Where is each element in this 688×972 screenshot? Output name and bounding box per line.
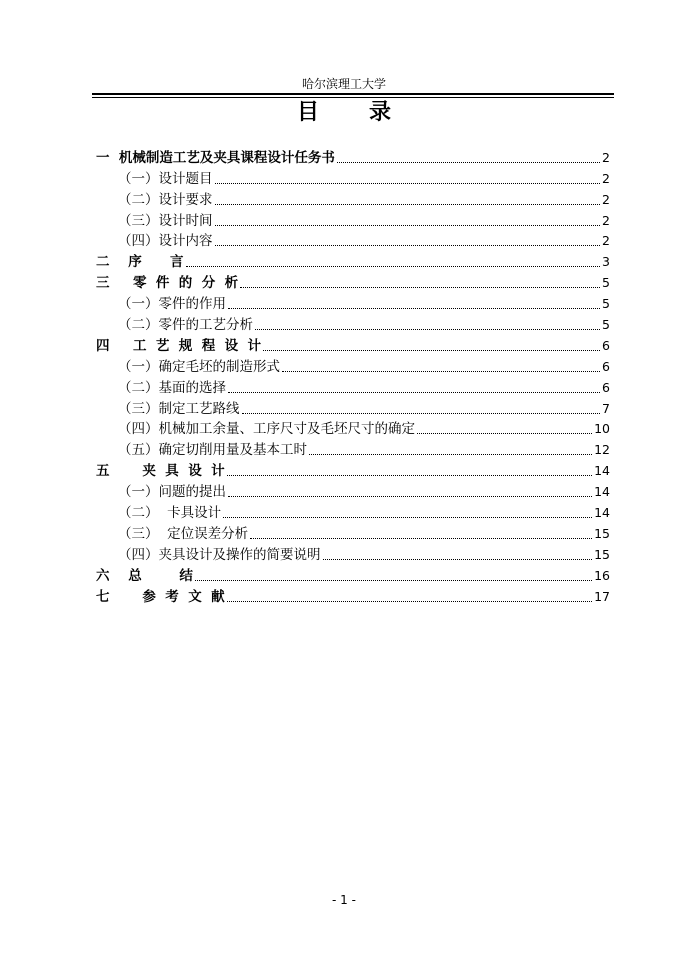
toc-dot-leader xyxy=(228,392,600,393)
page-header: 哈尔滨理工大学 xyxy=(301,77,386,91)
toc-subentry[interactable] xyxy=(96,312,610,333)
toc-page-number: 2 xyxy=(602,191,610,207)
toc-page-number: 15 xyxy=(594,525,610,541)
toc-entry-label: 四 工 艺 规 程 设 计 xyxy=(96,337,261,354)
toc-page-number: 5 xyxy=(602,296,610,312)
toc-entry[interactable] xyxy=(96,270,610,291)
toc-entry[interactable] xyxy=(96,458,610,479)
toc-dot-leader xyxy=(323,559,593,560)
toc-page-number: 6 xyxy=(602,358,610,374)
toc-dot-leader xyxy=(263,350,600,351)
toc-entry-label: （二）零件的工艺分析 xyxy=(118,317,253,334)
toc-entry[interactable] xyxy=(96,563,610,584)
toc-subentry[interactable] xyxy=(96,396,610,417)
toc-subentry[interactable] xyxy=(96,291,610,312)
toc-subentry[interactable] xyxy=(96,229,610,250)
toc-entry-label: 七 参 考 文 献 xyxy=(96,588,225,605)
toc-page-number: 17 xyxy=(594,588,610,604)
toc-entry-label: （三）设计时间 xyxy=(118,212,213,229)
toc-page-number: 2 xyxy=(602,233,610,249)
toc-dot-leader xyxy=(215,183,601,184)
toc-entry-label: （一）设计题目 xyxy=(118,170,213,187)
page-title xyxy=(0,98,688,128)
toc-entry-label: 二 序 言 xyxy=(96,254,184,271)
toc-dot-leader xyxy=(282,371,600,372)
toc-subentry[interactable] xyxy=(96,542,610,563)
toc-entry-label: （三） 定位误差分析 xyxy=(118,525,249,542)
toc-subentry[interactable] xyxy=(96,479,610,500)
toc-dot-leader xyxy=(195,580,592,581)
toc-entry-label: （四）机械加工余量、工序尺寸及毛坯尺寸的确定 xyxy=(118,421,415,438)
toc-dot-leader xyxy=(215,204,601,205)
toc-page-number: 2 xyxy=(602,212,610,228)
toc-entry[interactable] xyxy=(96,584,610,605)
toc-page-number: 2 xyxy=(602,149,610,165)
toc-page-number: 5 xyxy=(602,275,610,291)
toc-subentry[interactable] xyxy=(96,375,610,396)
toc-dot-leader xyxy=(227,601,592,602)
toc-dot-leader xyxy=(240,287,600,288)
toc-page-number: 14 xyxy=(594,484,610,500)
toc-entry-label: （一）零件的作用 xyxy=(118,296,226,313)
title-char-1: 目 xyxy=(296,100,319,125)
header-rule-thick xyxy=(92,93,614,95)
toc-page-number: 5 xyxy=(602,317,610,333)
toc-dot-leader xyxy=(228,496,592,497)
toc-dot-leader xyxy=(227,475,592,476)
toc-dot-leader xyxy=(242,413,601,414)
toc-entry[interactable] xyxy=(96,145,610,166)
toc-dot-leader xyxy=(417,433,592,434)
table-of-contents xyxy=(96,145,610,605)
toc-page-number: 12 xyxy=(594,442,610,458)
toc-entry-label: （二）设计要求 xyxy=(118,191,213,208)
toc-subentry[interactable] xyxy=(96,354,610,375)
toc-dot-leader xyxy=(337,162,600,163)
toc-entry-label: 三 零 件 的 分 析 xyxy=(96,275,239,292)
toc-entry-label: （一）确定毛坯的制造形式 xyxy=(118,358,280,375)
toc-dot-leader xyxy=(223,517,592,518)
toc-entry-label: （二） 卡具设计 xyxy=(118,505,222,522)
toc-dot-leader xyxy=(186,266,601,267)
toc-page-number: 10 xyxy=(594,421,610,437)
toc-subentry[interactable] xyxy=(96,521,610,542)
title-char-2: 录 xyxy=(369,100,392,125)
toc-entry-label: 一 机械制造工艺及夹具课程设计任务书 xyxy=(96,149,335,166)
toc-dot-leader xyxy=(250,538,592,539)
toc-entry-label: （四）夹具设计及操作的简要说明 xyxy=(118,546,321,563)
toc-entry-label: （五）确定切削用量及基本工时 xyxy=(118,442,307,459)
toc-entry-label: （四）设计内容 xyxy=(118,233,213,250)
toc-entry[interactable] xyxy=(96,249,610,270)
toc-subentry[interactable] xyxy=(96,187,610,208)
toc-page-number: 14 xyxy=(594,505,610,521)
toc-page-number: 15 xyxy=(594,546,610,562)
toc-subentry[interactable] xyxy=(96,208,610,229)
toc-entry-label: 五 夹 具 设 计 xyxy=(96,463,225,480)
toc-page-number: 6 xyxy=(602,337,610,353)
toc-page-number: 7 xyxy=(602,400,610,416)
toc-page-number: 14 xyxy=(594,463,610,479)
page-number: - 1 - xyxy=(332,893,356,907)
toc-subentry[interactable] xyxy=(96,437,610,458)
toc-subentry[interactable] xyxy=(96,500,610,521)
toc-dot-leader xyxy=(309,454,592,455)
toc-page-number: 16 xyxy=(594,567,610,583)
toc-page-number: 2 xyxy=(602,170,610,186)
toc-entry-label: （二）基面的选择 xyxy=(118,379,226,396)
toc-page-number: 3 xyxy=(602,254,610,270)
toc-dot-leader xyxy=(215,225,601,226)
toc-dot-leader xyxy=(228,308,600,309)
toc-entry-label: （一）问题的提出 xyxy=(118,484,226,501)
toc-dot-leader xyxy=(255,329,600,330)
toc-entry[interactable] xyxy=(96,333,610,354)
toc-entry-label: 六 总 结 xyxy=(96,567,193,584)
toc-subentry[interactable] xyxy=(96,417,610,438)
toc-subentry[interactable] xyxy=(96,166,610,187)
toc-page-number: 6 xyxy=(602,379,610,395)
toc-entry-label: （三）制定工艺路线 xyxy=(118,400,240,417)
toc-dot-leader xyxy=(215,245,601,246)
